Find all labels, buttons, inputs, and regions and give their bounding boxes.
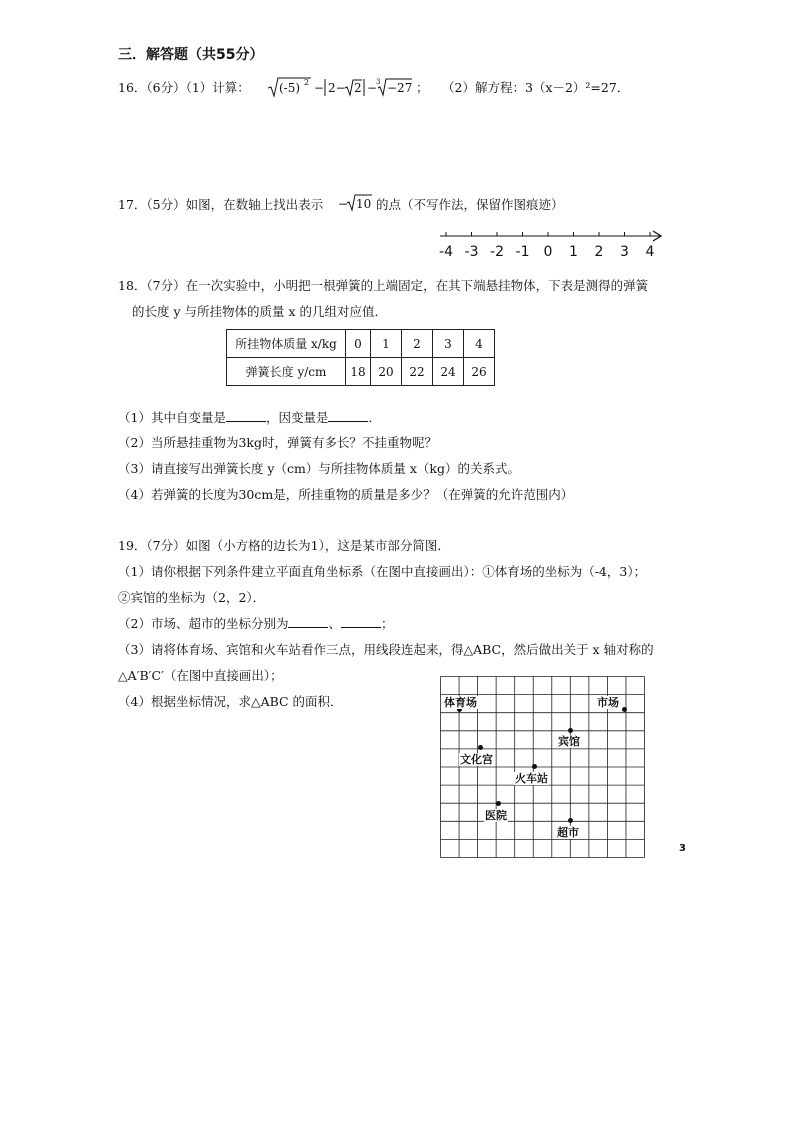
svg-text:2−: 2−: [328, 81, 346, 95]
number-line-tick-label: -2: [490, 244, 504, 260]
table-header-length: 弹簧长度 y/cm: [227, 358, 346, 386]
svg-text:10: 10: [356, 197, 372, 211]
q19-line1: [118, 538, 450, 554]
q17: [118, 197, 323, 213]
table-row: [227, 358, 495, 386]
page-number: 3: [679, 843, 686, 854]
supermarket-label: 超市: [557, 826, 579, 839]
q18-sub4: （4）若弹簧的长度为30cm是，所挂重物的质量是多少？（在弹簧的允许范围内）: [118, 487, 574, 502]
q18-sub3: （3）请直接写出弹簧长度 y（cm）与所挂物体质量 x（kg）的关系式。: [118, 461, 520, 476]
table-cell: 2: [402, 330, 433, 358]
market-point: [622, 707, 627, 712]
market-label: 市场: [597, 696, 619, 709]
q16-part1-label: （1）计算：: [185, 80, 250, 95]
q16-score: （6分）: [146, 80, 186, 95]
q18-number: 18．: [118, 278, 147, 293]
number-line-tick-label: 4: [645, 244, 655, 260]
train-station-point: [532, 764, 537, 769]
q18-sub2: （2）当所悬挂重物为3kg时，弹簧有多长？不挂重物呢？: [118, 435, 437, 450]
q17-text-b: 的点（不写作法，保留作图痕迹）: [376, 197, 564, 212]
table-cell: 1: [371, 330, 402, 358]
number-line-tick-label: 2: [594, 244, 604, 260]
q19-sub4: （4）根据坐标情况，求△ABC 的面积．: [118, 694, 343, 709]
table-cell: 0: [346, 330, 371, 358]
table-cell: 22: [402, 358, 433, 386]
q19-sub2-c: ；: [380, 616, 394, 631]
number-line-tick-label: 3: [620, 244, 629, 260]
q16: [118, 80, 250, 96]
answer-blank[interactable]: [288, 616, 328, 628]
q19-sub1: （1）请你根据下列条件建立平面直角坐标系（在图中直接画出）：①体育场的坐标为（-4，3）；: [118, 564, 647, 579]
svg-text:−: −: [367, 81, 378, 95]
svg-text:−: −: [314, 81, 325, 95]
answer-blank[interactable]: [328, 410, 368, 422]
q19-sub3-b: △A′B′C′（在图中直接画出）；: [118, 668, 283, 683]
number-line-tick-label: -3: [464, 244, 479, 260]
hospital-point: [496, 801, 501, 806]
q17-number: 17．: [118, 197, 147, 212]
number-line-tick-label: -4: [439, 244, 453, 260]
answer-blank[interactable]: [341, 616, 381, 628]
table-header-mass: 所挂物体质量 x/kg: [227, 330, 346, 358]
number-line-tick-label: 0: [543, 244, 553, 260]
culture-palace-point: [478, 745, 483, 750]
q16-number: 16．: [118, 80, 147, 95]
q16-semicolon: ；: [416, 80, 429, 95]
svg-text:2: 2: [354, 81, 362, 95]
svg-text:−27: −27: [387, 81, 413, 95]
q17-score: （5分）: [146, 197, 186, 212]
q18-score: （7分）: [146, 278, 186, 293]
q18-sub1-c: ．: [368, 410, 381, 425]
q18-sub1: [118, 410, 381, 426]
svg-text:2: 2: [304, 78, 310, 87]
svg-text:3: 3: [376, 78, 381, 86]
q19-score: （7分）: [146, 538, 186, 553]
section-title: 三．解答题（共55分）: [118, 47, 264, 63]
number-line-ticks: [434, 228, 670, 262]
number-line-tick-label: 1: [569, 244, 578, 260]
q16-expression: [266, 74, 416, 100]
table-cell: 24: [433, 358, 464, 386]
q18-line1-text: 在一次实验中，小明把一根弹簧的上端固定，在其下端悬挂物体，下表是测得的弹簧: [185, 278, 649, 293]
hotel-label: 宾馆: [558, 735, 580, 748]
table-cell: 3: [433, 330, 464, 358]
q18-sub1-b: ，因变量是: [265, 410, 329, 425]
number-line-tick-label: -1: [515, 244, 530, 260]
q19-sub2-a: （2）市场、超市的坐标分别为: [118, 616, 289, 631]
q19-sub2-b: 、: [328, 616, 341, 631]
table-cell: 18: [346, 358, 371, 386]
q19-sub2: [118, 616, 394, 632]
city-map: [440, 676, 645, 858]
table-row: [227, 330, 495, 358]
q17-text-a: 如图，在数轴上找出表示: [185, 197, 324, 212]
q18-sub1-a: （1）其中自变量是: [118, 410, 226, 425]
q18-line2: 的长度 y 与所挂物体的质量 x 的几组对应值．: [132, 304, 388, 319]
table-cell: 26: [464, 358, 495, 386]
q18-table: [226, 329, 495, 386]
q19-sub1-b: ②宾馆的坐标为（2，2）．: [118, 590, 266, 605]
supermarket-point: [568, 818, 573, 823]
q19-sub3: （3）请将体育场、宾馆和火车站看作三点，用线段连起来，得△ABC，然后做出关于 x 轴对称的: [118, 642, 654, 657]
q19-line1-text: 如图（小方格的边长为1），这是某市部分简图．: [185, 538, 450, 553]
stadium-label: 体育场: [444, 696, 477, 709]
table-cell: 4: [464, 330, 495, 358]
table-cell: 20: [371, 358, 402, 386]
q18-line1: [118, 278, 648, 294]
q16-part2: （2）解方程：3（x－2）²=27．: [442, 80, 630, 95]
answer-blank[interactable]: [226, 410, 266, 422]
train-station-label: 火车站: [515, 772, 548, 785]
q19-number: 19．: [118, 538, 147, 553]
q17-neg-sqrt10: [338, 192, 376, 214]
svg-text:(-5): (-5): [279, 81, 301, 95]
svg-text:−: −: [338, 197, 349, 211]
hotel-point: [568, 728, 573, 733]
culture-palace-label: 文化宫: [460, 753, 493, 766]
hospital-label: 医院: [485, 809, 507, 822]
